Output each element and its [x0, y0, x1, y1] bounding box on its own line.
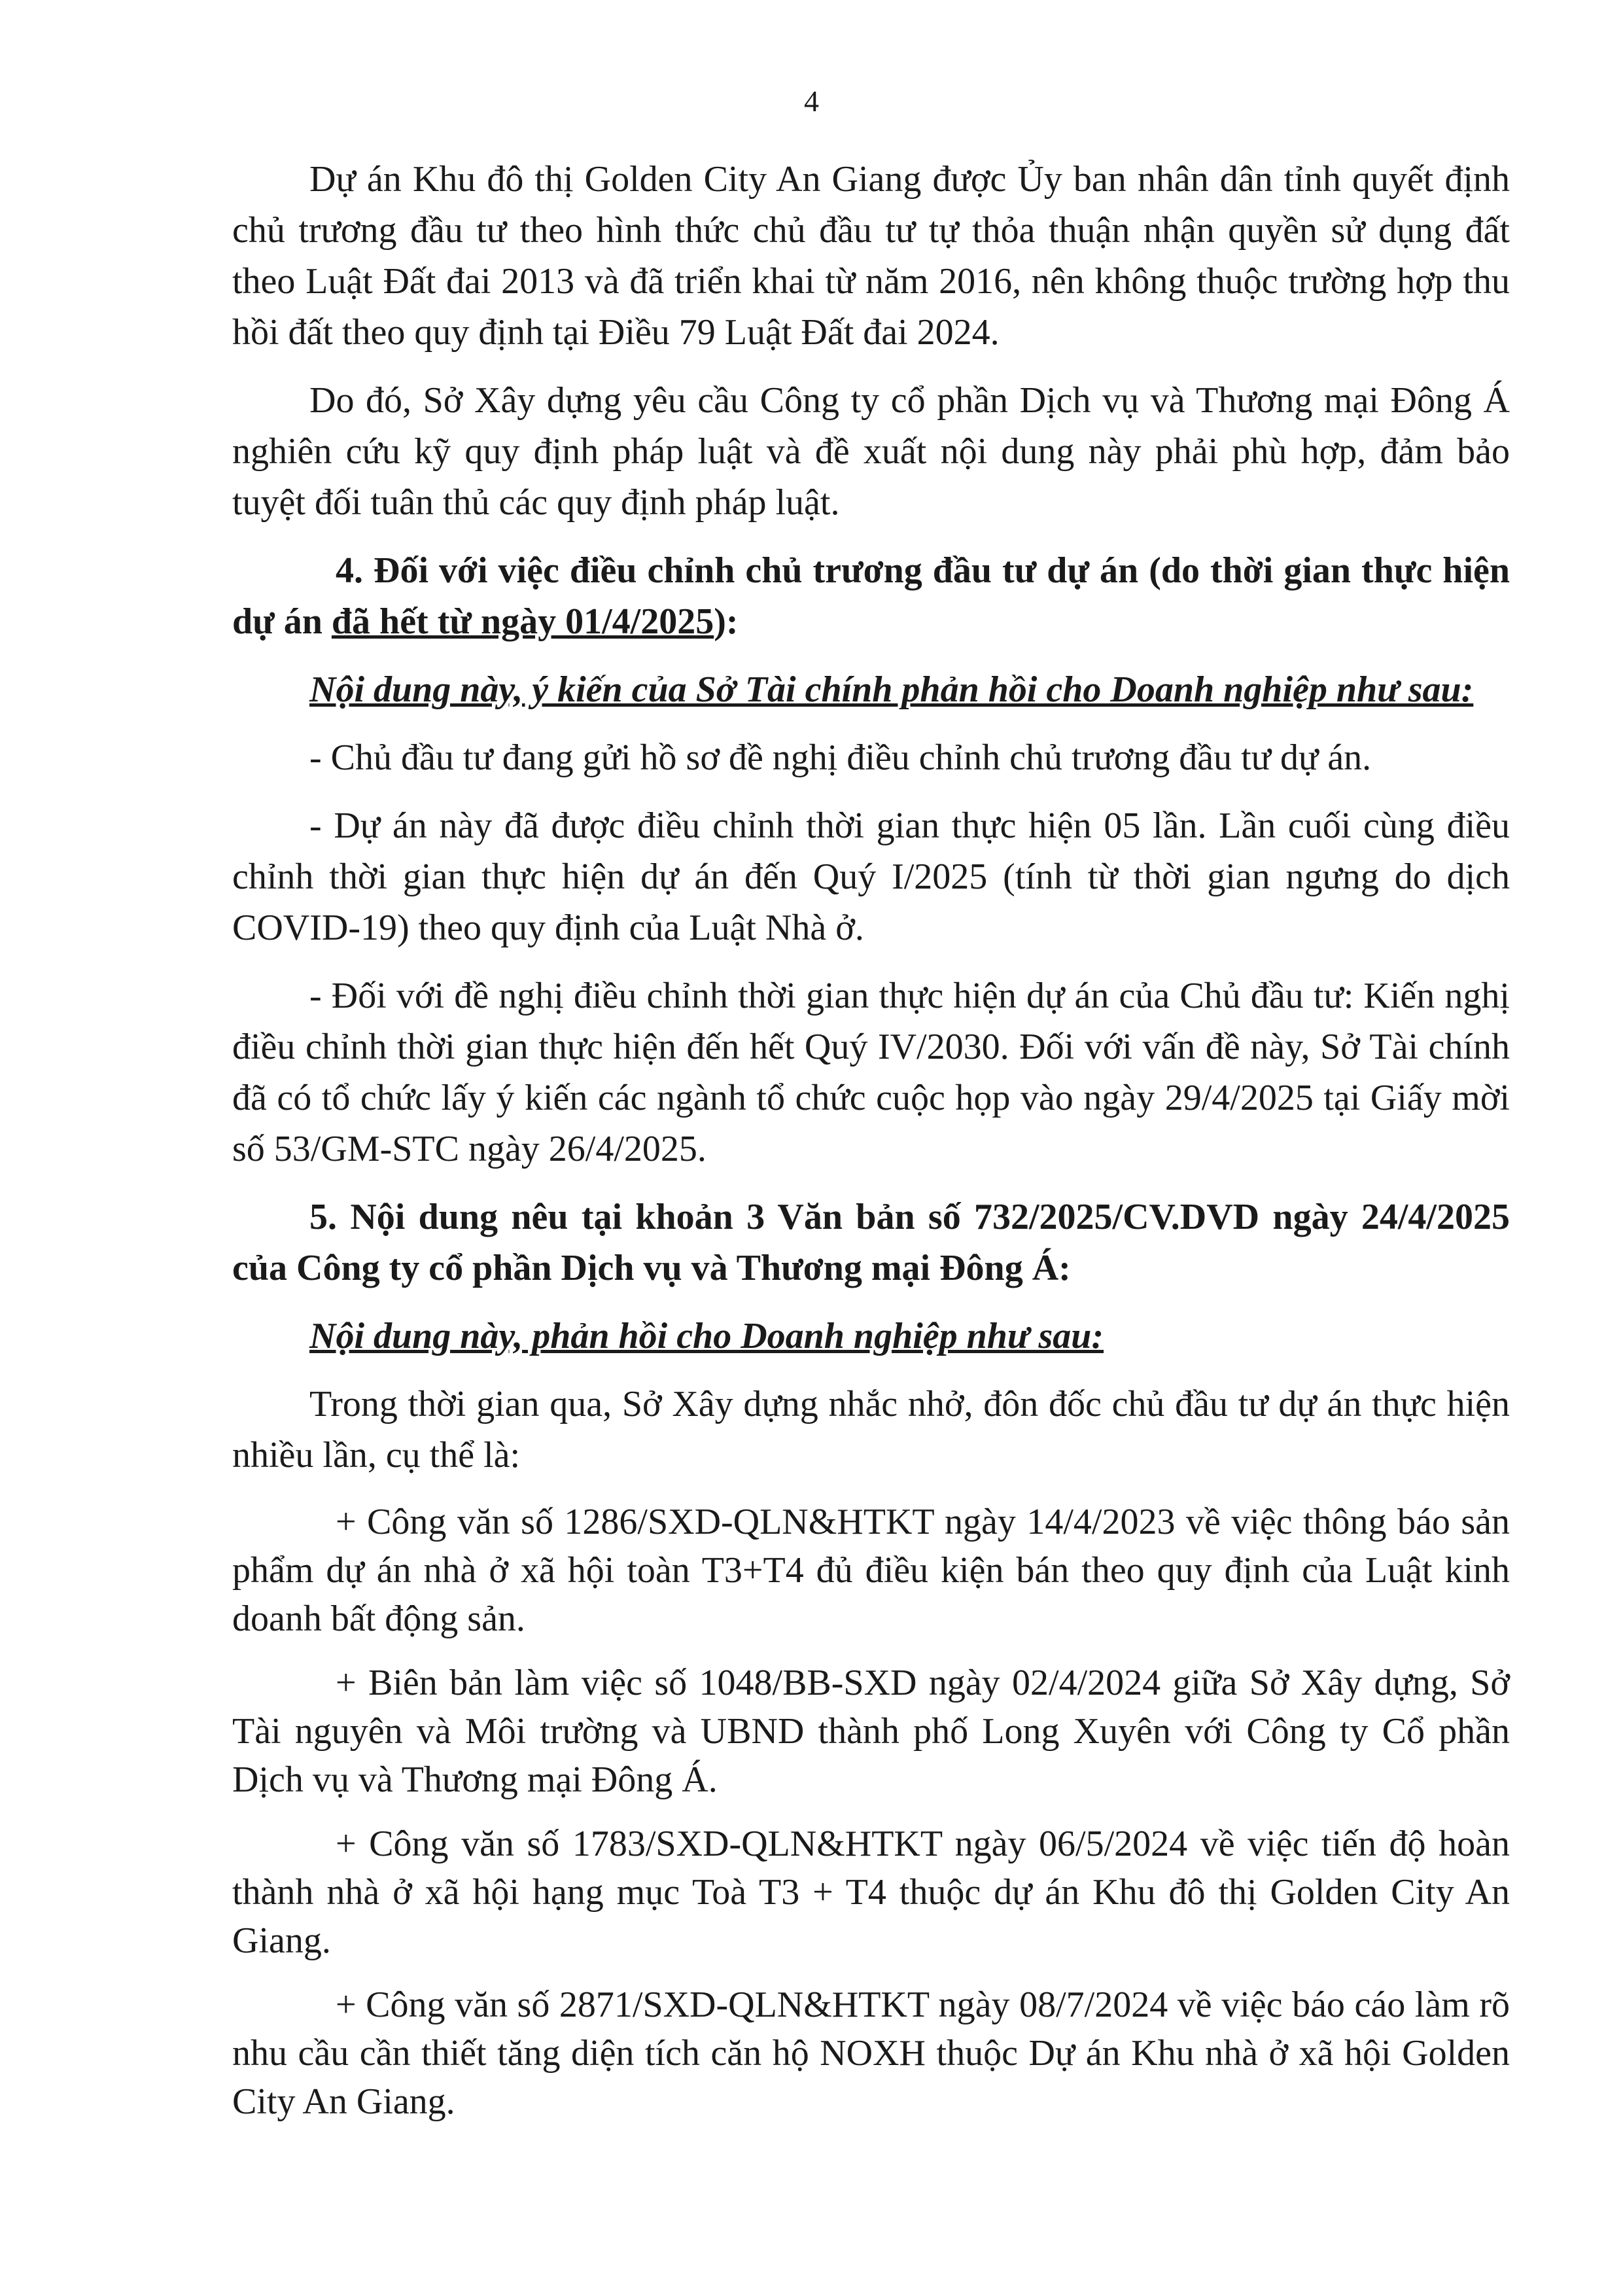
dash-item-1: - Chủ đầu tư đang gửi hồ sơ đề nghị điều chỉnh chủ trương đầu tư dự án.: [309, 737, 1372, 778]
heading-section-4-underlined: đã hết từ ngày 01/4/2025: [331, 601, 714, 642]
plus-item-2: + Biên bản làm việc số 1048/BB-SXD ngày 02/4/2024 giữa Sở Xây dựng, Sở Tài nguyên và Môi trường và UBND thành phố Long Xuyên với Công ty Cổ phần Dịch vụ và Thương mại Đông Á.: [232, 1663, 1510, 1800]
heading-section-4: [232, 545, 1510, 647]
heading-section-4-text: 4. Đối với việc điều chỉnh chủ trương đầu tư dự án (do thời gian thực hiện dự án: [232, 550, 1510, 642]
dash-item-3: - Đối với đề nghị điều chỉnh thời gian thực hiện dự án của Chủ đầu tư: Kiến nghị điều chỉnh thời gian thực hiện đến hết Quý IV/2030. Đối với vấn đề này, Sở Tài chính đã có tổ chức lấy ý kiến các ngành tổ chức cuộc họp vào ngày 29/4/2025 tại Giấy mời số 53/GM-STC ngày 26/4/2025.: [232, 976, 1510, 1169]
plus-item-4: + Công văn số 2871/SXD-QLN&HTKT ngày 08/7/2024 về việc báo cáo làm rõ nhu cầu cần thiết tăng diện tích căn hộ NOXH thuộc Dự án Khu nhà ở xã hội Golden City An Giang.: [232, 1985, 1510, 2122]
page-number: 4: [804, 84, 819, 118]
plus-item-3: + Công văn số 1783/SXD-QLN&HTKT ngày 06/5/2024 về việc tiến độ hoàn thành nhà ở xã hội hạng mục Toà T3 + T4 thuộc dự án Khu đô thị Golden City An Giang.: [232, 1824, 1510, 1961]
heading-section-5: 5. Nội dung nêu tại khoản 3 Văn bản số 732/2025/CV.DVD ngày 24/4/2025 của Công ty cổ phần Dịch vụ và Thương mại Đông Á:: [232, 1197, 1510, 1288]
plus-item-1: + Công văn số 1286/SXD-QLN&HTKT ngày 14/4/2023 về việc thông báo sản phẩm dự án nhà ở xã hội toàn T3+T4 đủ điều kiện bán theo quy định của Luật kinh doanh bất động sản.: [232, 1502, 1510, 1639]
heading-section-4-end: ):: [714, 601, 739, 642]
document-body: [232, 154, 1510, 2142]
subheading-section-5: Nội dung này, phản hồi cho Doanh nghiệp như sau:: [309, 1316, 1104, 1356]
paragraph-request: Do đó, Sở Xây dựng yêu cầu Công ty cổ phần Dịch vụ và Thương mại Đông Á nghiên cứu kỹ quy định pháp luật và đề xuất nội dung này phải phù hợp, đảm bảo tuyệt đối tuân thủ các quy định pháp luật.: [232, 380, 1510, 523]
dash-item-2: - Dự án này đã được điều chỉnh thời gian thực hiện 05 lần. Lần cuối cùng điều chỉnh thời gian thực hiện dự án đến Quý I/2025 (tính từ thời gian ngưng do dịch COVID-19) theo quy định của Luật Nhà ở.: [232, 805, 1510, 948]
subheading-section-4: Nội dung này, ý kiến của Sở Tài chính phản hồi cho Doanh nghiệp như sau:: [309, 669, 1474, 710]
paragraph-reminders: Trong thời gian qua, Sở Xây dựng nhắc nhở, đôn đốc chủ đầu tư dự án thực hiện nhiều lần, cụ thể là:: [232, 1384, 1510, 1475]
paragraph-land-law: Dự án Khu đô thị Golden City An Giang được Ủy ban nhân dân tỉnh quyết định chủ trương đầu tư theo hình thức chủ đầu tư tự thỏa thuận nhận quyền sử dụng đất theo Luật Đất đai 2013 và đã triển khai từ năm 2016, nên không thuộc trường hợp thu hồi đất theo quy định tại Điều 79 Luật Đất đai 2024.: [232, 159, 1510, 353]
